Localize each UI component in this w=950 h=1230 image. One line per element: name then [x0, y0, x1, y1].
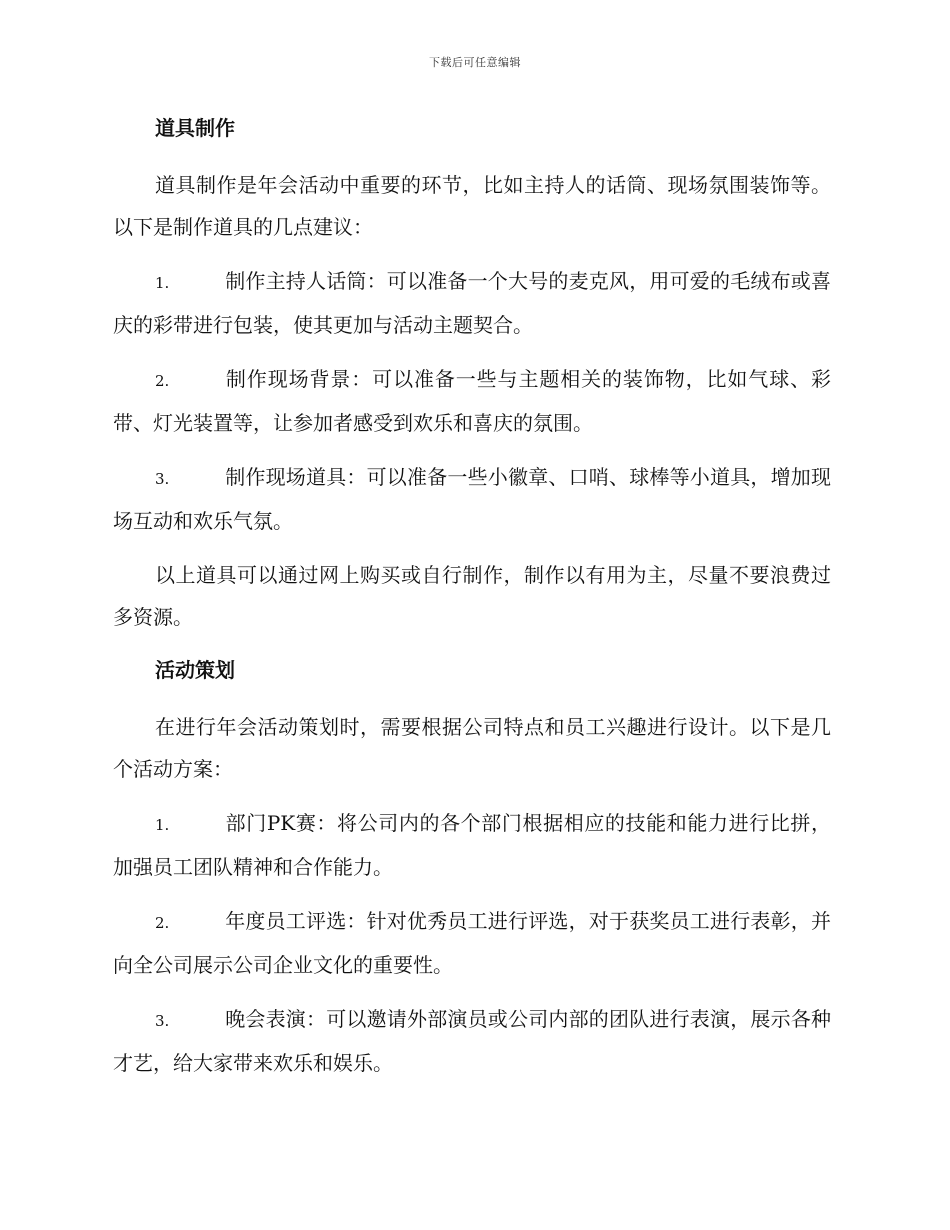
list-item-text: 部门PK赛：将公司内的各个部门根据相应的技能和能力进行比拼，加强员工团队精神和合作能力。 [113, 811, 831, 879]
list-item [113, 998, 831, 1084]
list-item [113, 260, 831, 346]
list-number: 3. [155, 1012, 170, 1030]
list-item-text: 年度员工评选：针对优秀员工进行评选，对于获奖员工进行表彰，并向全公司展示公司企业文化的重要性。 [113, 909, 831, 977]
list-number: 3. [155, 470, 170, 488]
list-item [113, 358, 831, 444]
list-item [113, 900, 831, 986]
list-number: 1. [155, 274, 170, 292]
section-heading-props: 道具制作 [155, 116, 235, 140]
list-item-text: 制作现场道具：可以准备一些小徽章、口哨、球棒等小道具，增加现场互动和欢乐气氛。 [113, 465, 831, 533]
section-outro-props: 以上道具可以通过网上购买或自行制作，制作以有用为主，尽量不要浪费过多资源。 [113, 563, 831, 629]
list-item-text: 制作现场背景：可以准备一些与主题相关的装饰物，比如气球、彩带、灯光装置等，让参加者感受到欢乐和喜庆的氛围。 [113, 367, 831, 435]
section-heading-planning: 活动策划 [155, 658, 235, 682]
list-item [113, 802, 831, 888]
list-number: 2. [155, 914, 170, 932]
list-number: 2. [155, 372, 170, 390]
section-intro-planning: 在进行年会活动策划时，需要根据公司特点和员工兴趣进行设计。以下是几个活动方案： [113, 715, 831, 781]
list-number: 1. [155, 816, 170, 834]
page-header: 下载后可任意编辑 [429, 56, 521, 69]
section-intro-props: 道具制作是年会活动中重要的环节，比如主持人的话筒、现场氛围装饰等。以下是制作道具的几点建议： [113, 173, 831, 239]
list-item [113, 456, 831, 542]
list-item-text: 制作主持人话筒：可以准备一个大号的麦克风，用可爱的毛绒布或喜庆的彩带进行包装，使其更加与活动主题契合。 [113, 269, 831, 337]
document-body [113, 108, 831, 1096]
list-item-text: 晚会表演：可以邀请外部演员或公司内部的团队进行表演，展示各种才艺，给大家带来欢乐和娱乐。 [113, 1007, 831, 1075]
